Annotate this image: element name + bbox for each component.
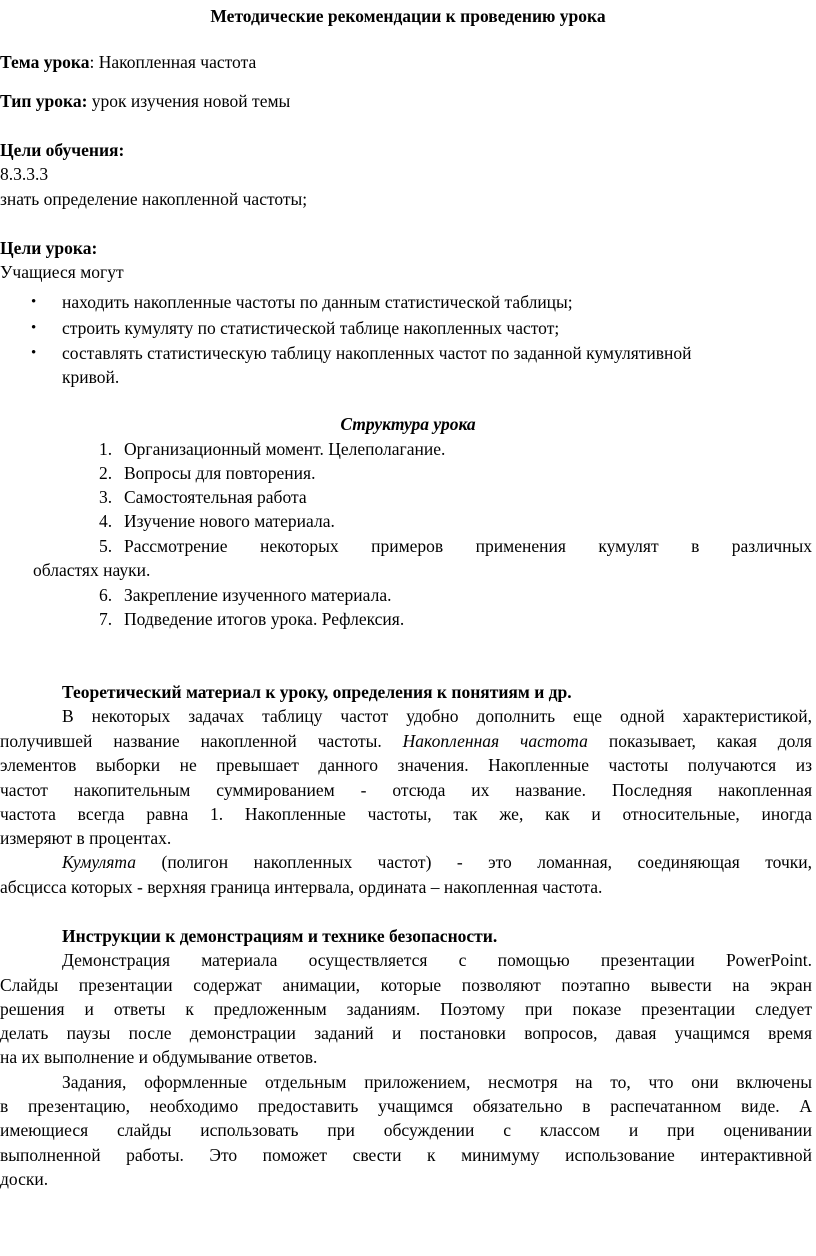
learning-goals-heading: Цели обучения: [0, 140, 125, 160]
topic-label: Тема урока [0, 52, 90, 72]
lesson-goals-heading: Цели урока: [0, 238, 98, 258]
instructions-paragraph-line: на их выполнение и обдумывание ответов. [0, 1047, 318, 1067]
lesson-goals-intro: Учащиеся могут [0, 262, 124, 282]
instructions-paragraph-line: выполненной работы. Это поможет свести к минимуму использование интерактивной [0, 1145, 812, 1165]
instructions-paragraph-line: Задания, оформленные отдельным приложением, несмотря на то, что они включены [62, 1072, 812, 1092]
structure-item-number: 7. [99, 609, 113, 629]
structure-item-number: 1. [99, 439, 113, 459]
bullet-icon: • [31, 294, 37, 310]
structure-item: Изучение нового материала. [124, 511, 335, 531]
theory-heading: Теоретический материал к уроку, определения к понятиям и др. [62, 682, 572, 702]
theory-paragraph-line: Кумулята (полигон накопленных частот) - это ломанная, соединяющая точки, [62, 852, 812, 872]
instructions-paragraph-line: Демонстрация материала осуществляется с помощью презентации PowerPoint. [62, 950, 812, 970]
theory-paragraph-line: получившей название накопленной частоты. Накопленная частота показывает, какая доля [0, 731, 812, 751]
theory-paragraph-line: частота всегда равна 1. Накопленные частоты, так же, как и относительные, иногда [0, 804, 812, 824]
bullet-icon: • [31, 320, 37, 336]
theory-paragraph-line: частот накопительным суммированием - отсюда их название. Последняя накопленная [0, 780, 812, 800]
instructions-paragraph-line: решения и ответы к предложенным заданиям. Поэтому при показе презентации следует [0, 999, 812, 1019]
structure-heading: Структура урока [340, 414, 476, 434]
lesson-type-value: урок изучения новой темы [91, 91, 291, 111]
structure-item: Самостоятельная работа [124, 487, 307, 507]
theory-paragraph-line: измеряют в процентах. [0, 828, 172, 848]
theory-paragraph-line: абсцисса которых - верхняя граница интервала, ордината – накопленная частота. [0, 877, 603, 897]
instructions-heading: Инструкции к демонстрациям и технике безопасности. [62, 926, 498, 946]
structure-item-number: 3. [99, 487, 113, 507]
structure-item-continuation: областях науки. [33, 560, 151, 580]
instructions-paragraph-line: делать паузы после демонстрации заданий и постановки вопросов, давая учащимся время [0, 1023, 812, 1043]
document-title: Методические рекомендации к проведению урока [210, 6, 606, 26]
structure-item-number: 2. [99, 463, 113, 483]
theory-paragraph-line: элементов выборки не превышает данного значения. Накопленные частоты получаются из [0, 755, 812, 775]
structure-item: Закрепление изученного материала. [124, 585, 392, 605]
goal-item: находить накопленные частоты по данным статистической таблицы; [62, 292, 573, 312]
structure-item: Вопросы для повторения. [124, 463, 316, 483]
term-cumulate: Кумулята [62, 852, 137, 872]
instructions-paragraph-line: доски. [0, 1169, 49, 1189]
learning-goal-text: знать определение накопленной частоты; [0, 189, 308, 209]
topic-line: Тема урока: Накопленная частота [0, 52, 257, 72]
theory-paragraph-line: В некоторых задачах таблицу частот удобно дополнить еще одной характеристикой, [62, 706, 812, 726]
goal-item: составлять статистическую таблицу накопленных частот по заданной кумулятивной [62, 343, 692, 363]
learning-goal-code: 8.3.3.3 [0, 164, 49, 184]
lesson-type-label: Тип урока: [0, 91, 88, 111]
structure-item: Организационный момент. Целеполагание. [124, 439, 446, 459]
instructions-paragraph-line: имеющиеся слайды использовать при обсуждении с классом и при оценивании [0, 1120, 812, 1140]
topic-value: Накопленная частота [98, 52, 257, 72]
lesson-type-line [0, 89, 290, 113]
bullet-icon: • [31, 345, 37, 361]
goal-item: строить кумуляту по статистической таблице накопленных частот; [62, 318, 560, 338]
structure-item-number: 6. [99, 585, 113, 605]
goal-item-continuation: кривой. [62, 367, 120, 387]
term-cumulative-frequency: Накопленная частота [402, 731, 588, 751]
structure-item-number: 4. [99, 511, 113, 531]
instructions-paragraph-line: Слайды презентации содержат анимации, которые позволяют поэтапно вывести на экран [0, 975, 812, 995]
instructions-paragraph-line: в презентацию, необходимо предоставить учащимся обязательно в распечатанном виде. А [0, 1096, 812, 1116]
structure-item: Рассмотрение некоторых примеров применения кумулят в различных [124, 536, 812, 556]
structure-item: Подведение итогов урока. Рефлексия. [124, 609, 405, 629]
structure-item-number: 5. [99, 536, 113, 556]
